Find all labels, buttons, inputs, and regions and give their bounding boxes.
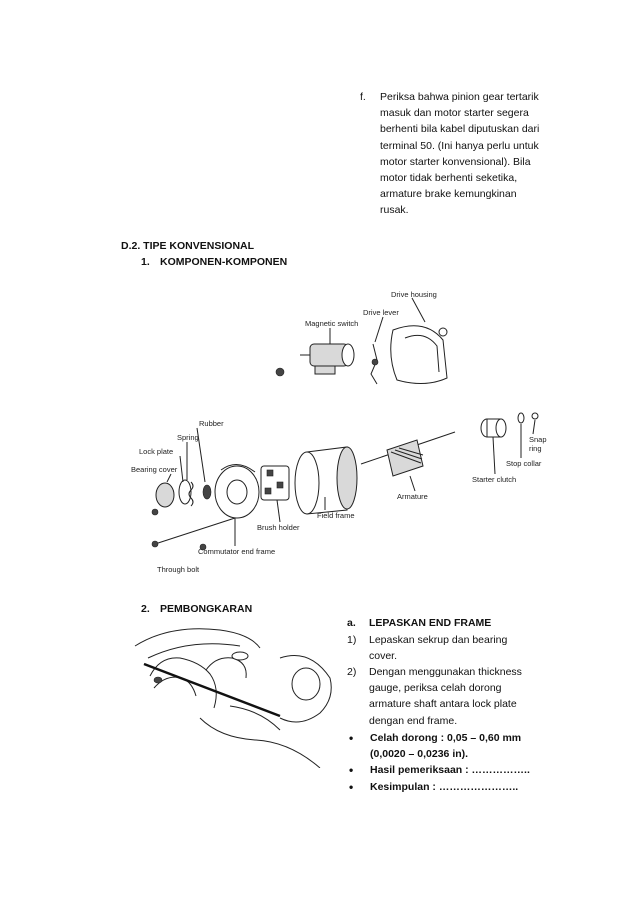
label-lock-plate: Lock plate xyxy=(139,447,174,456)
magnetic-switch-part xyxy=(276,344,354,376)
note-f-line: motor starter konvensional). Bila xyxy=(380,155,531,168)
label-brush-holder: Brush holder xyxy=(257,523,300,532)
bullet-celah-dorong xyxy=(347,730,577,762)
step-a-item-2-line: dengan end frame. xyxy=(369,714,458,727)
note-f-line: rusak. xyxy=(380,204,409,217)
lock-plate-spring-rubber-part xyxy=(179,480,211,506)
bullet-hasil-pemeriksaan xyxy=(347,762,577,778)
step-a-item-2-line: armature shaft antara lock plate xyxy=(369,698,517,711)
step-a-item-2-line: gauge, periksa celah dorong xyxy=(369,682,502,695)
label-field-frame: Field frame xyxy=(317,511,355,520)
through-bolt-part xyxy=(152,518,235,550)
label-starter-clutch: Starter clutch xyxy=(472,475,517,484)
starter-clutch-part xyxy=(481,419,506,437)
sub2-number: 2. xyxy=(141,603,150,615)
step-a-item-2-line: Dengan menggunakan thickness xyxy=(369,666,522,678)
note-f-line: berhenti bila kabel diputuskan dari xyxy=(380,123,540,136)
label-drive-housing: Drive housing xyxy=(391,290,437,299)
step-a-bullets xyxy=(347,730,577,795)
note-f-line: armature brake kemungkinan xyxy=(380,188,517,201)
note-f-line: masuk dan motor starter segera xyxy=(380,107,529,120)
label-commutator-end-frame: Commutator end frame xyxy=(198,547,276,556)
drive-housing-part xyxy=(391,326,447,384)
label-drive-lever: Drive lever xyxy=(363,308,399,317)
step-a-title: LEPASKAN END FRAME xyxy=(369,617,492,629)
step-a-item-1-number: 1) xyxy=(347,634,357,646)
sub2-title: PEMBONGKARAN xyxy=(160,603,253,615)
label-ring: ring xyxy=(529,444,542,453)
bullet-celah-dorong-line: • Celah dorong : 0,05 – 0,60 mm xyxy=(370,732,522,744)
label-snap: Snap xyxy=(529,435,547,444)
armature-part xyxy=(361,432,455,476)
step-a-item-1 xyxy=(369,632,579,664)
note-f-line: Periksa bahwa pinion gear tertarik xyxy=(380,91,539,103)
step-a-item-2-number: 2) xyxy=(347,666,357,678)
label-spring: Spring xyxy=(177,433,199,442)
note-f-line: terminal 50. (Ini hanya perlu untuk xyxy=(380,139,539,152)
step-a-item-2 xyxy=(369,664,579,729)
step-a-item-1-line: Lepaskan sekrup dan bearing xyxy=(369,634,508,646)
label-bearing-cover: Bearing cover xyxy=(131,465,178,474)
label-through-bolt: Through bolt xyxy=(157,565,200,574)
drive-lever-part xyxy=(371,344,378,384)
note-f-line: motor tidak berhenti seketika, xyxy=(380,172,518,185)
label-armature: Armature xyxy=(397,492,428,501)
label-rubber: Rubber xyxy=(199,419,224,428)
bullet-kesimpulan-line: • Kesimpulan : ………………….. xyxy=(370,780,519,793)
thickness-gauge-illustration xyxy=(130,618,340,768)
sub1-title: KOMPONEN-KOMPONEN xyxy=(160,256,288,268)
bullet-celah-dorong-line: (0,0020 – 0,0236 in). xyxy=(370,748,469,761)
starter-exploded-diagram xyxy=(125,282,555,582)
field-frame-part xyxy=(295,447,357,514)
section-heading: D.2. TIPE KONVENSIONAL xyxy=(121,240,255,252)
note-f-marker: f. xyxy=(360,91,366,103)
step-a-item-1-line: cover. xyxy=(369,650,398,663)
bullet-kesimpulan xyxy=(347,779,577,795)
step-a-marker: a. xyxy=(347,617,356,629)
brush-holder-part xyxy=(261,466,289,500)
commutator-end-frame-part xyxy=(215,464,259,518)
label-magnetic-switch: Magnetic switch xyxy=(305,319,359,328)
note-f-text xyxy=(380,89,600,219)
bearing-cover-part xyxy=(152,483,174,515)
sub1-number: 1. xyxy=(141,256,150,268)
label-stop-collar: Stop collar xyxy=(506,459,542,468)
bullet-hasil-pemeriksaan-line: • Hasil pemeriksaan : …………….. xyxy=(370,764,530,777)
